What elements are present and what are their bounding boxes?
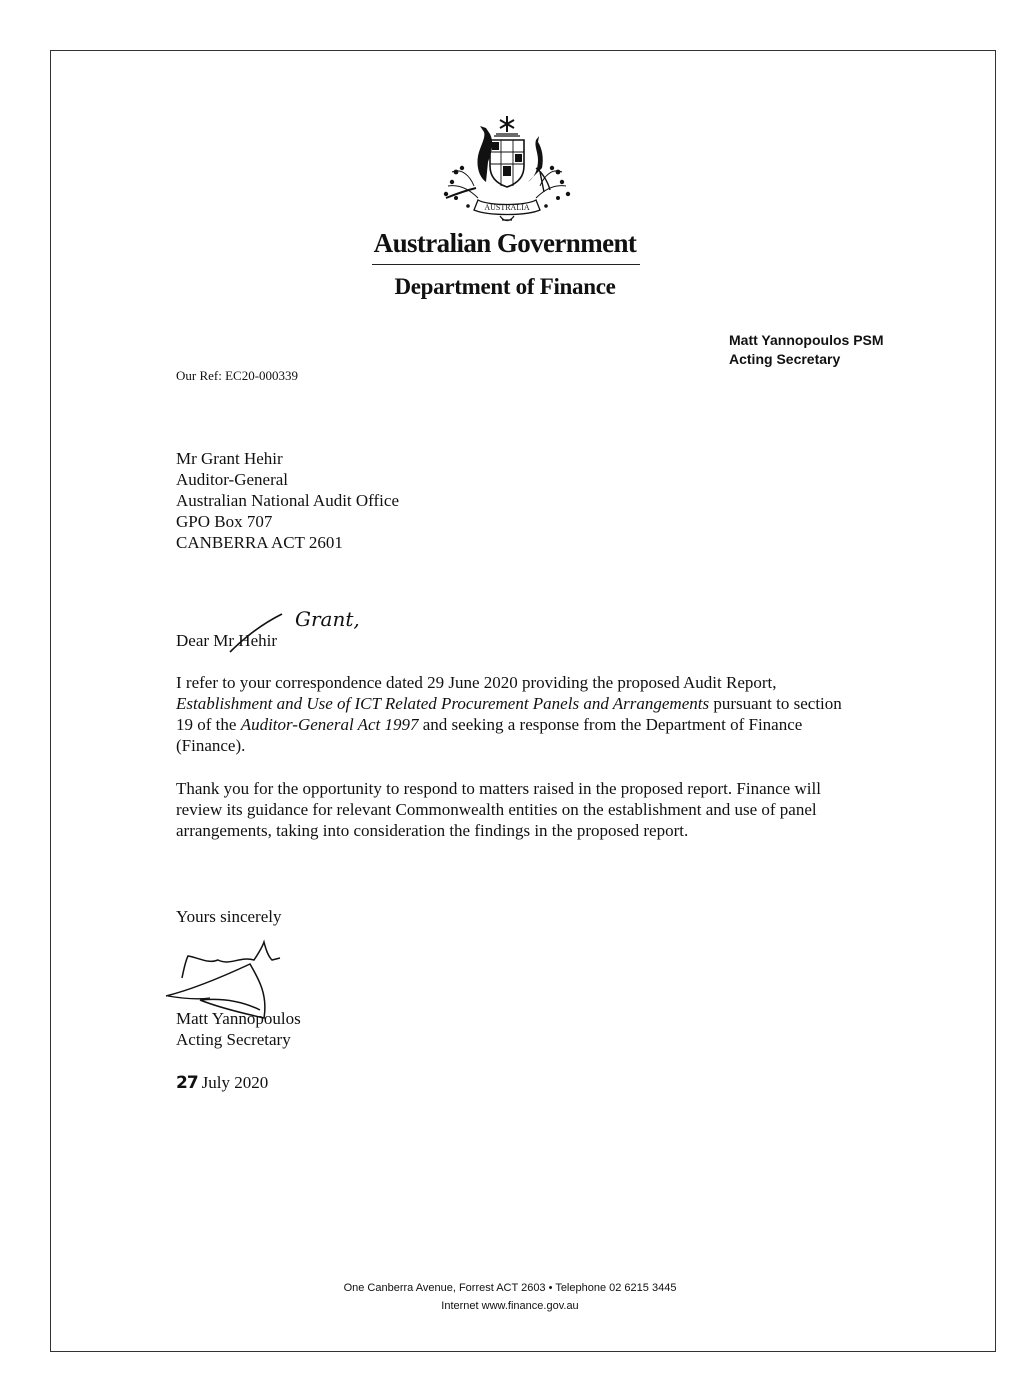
act-title: Auditor-General Act 1997 <box>240 715 419 734</box>
sender-title: Acting Secretary <box>729 351 841 367</box>
address-line: CANBERRA ACT 2601 <box>176 533 343 552</box>
handwritten-day: 27 <box>176 1073 198 1093</box>
body-paragraph-2: Thank you for the opportunity to respond to matters raised in the proposed report. Finance will review its guidance for relevant Commonwealth entities on the establishment and use of panel arrangements, taking into consideration the findings in the proposed report. <box>176 779 821 840</box>
handwritten-strikethrough <box>218 612 288 657</box>
letterhead-divider <box>372 264 640 265</box>
body-paragraph-1 <box>176 672 856 756</box>
salutation-dear: Dear <box>176 631 214 650</box>
paragraph-text: I refer to your correspondence dated 29 June 2020 providing the proposed Audit Report, <box>176 673 777 692</box>
government-name: Australian Government <box>373 228 637 258</box>
salutation-printed-name: Mr Hehir <box>213 631 278 650</box>
footer-website: Internet www.finance.gov.au <box>441 1300 579 1312</box>
signatory-title: Acting Secretary <box>176 1030 291 1049</box>
paragraph-text: pursuant to section 19 of the <box>176 694 842 734</box>
reference-number: Our Ref: EC20-000339 <box>176 368 299 383</box>
letter-date <box>176 1072 268 1094</box>
paragraph-text: and seeking a response from the Department of Finance (Finance). <box>176 715 803 755</box>
handwritten-salutation-text: Grant, <box>295 607 360 631</box>
address-line: Australian National Audit Office <box>176 491 399 510</box>
department-name: Department of Finance <box>394 274 616 299</box>
sender-name: Matt Yannopoulos PSM <box>729 332 884 348</box>
address-line: Auditor-General <box>176 470 289 489</box>
footer-address: One Canberra Avenue, Forrest ACT 2603 • Telephone 02 6215 3445 <box>343 1282 677 1294</box>
date-month-year: July 2020 <box>201 1073 269 1092</box>
address-line: GPO Box 707 <box>176 512 273 531</box>
closing: Yours sincerely <box>176 907 282 926</box>
crest-motto-text: AUSTRALIA <box>484 203 530 212</box>
signatory-block <box>176 1008 301 1050</box>
handwritten-salutation <box>293 602 373 636</box>
report-title: Establishment and Use of ICT Related Procurement Panels and Arrangements <box>176 694 710 713</box>
address-line: Mr Grant Hehir <box>176 449 283 468</box>
sender-block <box>729 331 884 369</box>
signatory-name: Matt Yannopoulos <box>176 1009 301 1028</box>
coat-of-arms-icon <box>432 112 582 230</box>
footer <box>250 1279 770 1315</box>
recipient-address <box>176 448 399 553</box>
